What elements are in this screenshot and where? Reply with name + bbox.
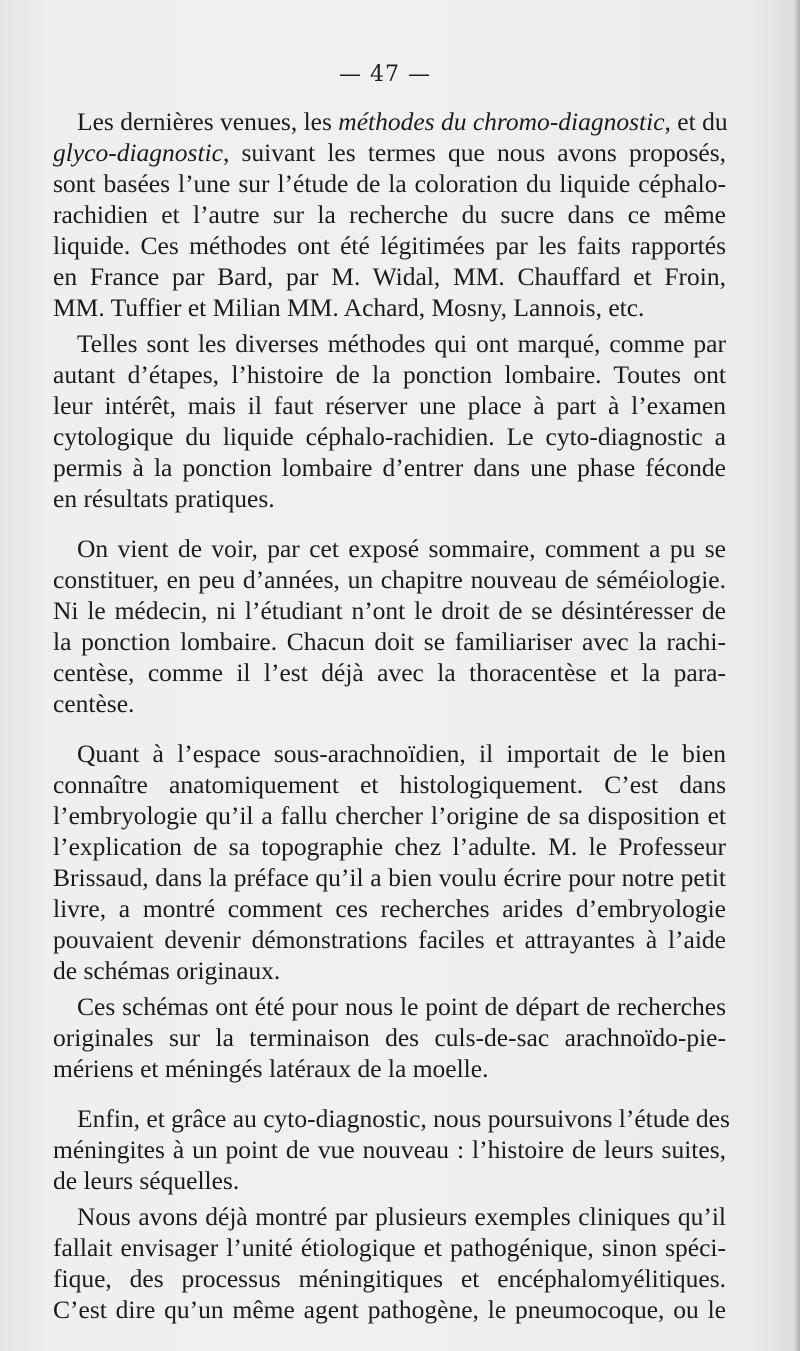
page-number: — 47 — [339, 62, 431, 87]
text-line [53, 657, 726, 688]
text-run: Les dernières venues, les [77, 107, 339, 136]
italic-term: méthodes du chromo-diagnostic [338, 107, 665, 136]
text-line [53, 769, 726, 800]
text-line [53, 1165, 726, 1196]
text-run: en résultats pratiques. [53, 484, 275, 513]
paragraph [53, 1201, 726, 1325]
text-run: sont basées l’une sur l’étude de la coloration du liquide céphalo- [53, 169, 726, 198]
paragraph-gap [53, 1084, 726, 1103]
text-run: Brissaud, dans la préface qu’il a bien voulu écrire pour notre petit [53, 863, 726, 892]
text-run: de leurs séquelles. [53, 1166, 240, 1195]
paragraph [53, 106, 726, 323]
text-line [53, 390, 726, 421]
text-run: constituer, en peu d’années, un chapitre nouveau de séméiologie. [53, 565, 726, 594]
text-run: Quant à l’espace sous-arachnoïdien, il importait de le bien [77, 739, 726, 768]
text-line [53, 626, 726, 657]
text-line [53, 261, 726, 292]
text-line [53, 483, 726, 514]
text-run: connaître anatomiquement et histologiquement. C’est dans [53, 770, 726, 799]
text-run: C’est dire qu’un même agent pathogène, le pneumocoque, ou le [53, 1295, 726, 1324]
text-run: autant d’étapes, l’histoire de la ponction lombaire. Toutes ont [53, 360, 726, 389]
text-run: Ces schémas ont été pour nous le point de départ de recherches [77, 992, 726, 1021]
text-run: rachidien et l’autre sur la recherche du sucre dans ce même [53, 200, 726, 229]
text-line [53, 1134, 726, 1165]
text-line [53, 1201, 726, 1232]
text-line [53, 1232, 726, 1263]
text-line [53, 564, 726, 595]
text-run: liquide. Ces méthodes ont été légitimées par les faits rapportés [53, 231, 726, 260]
text-run: méningites à un point de vue nouveau : l’histoire de leurs suites, [53, 1135, 726, 1164]
text-line [53, 452, 726, 483]
paragraph [53, 1103, 730, 1196]
text-line [53, 230, 726, 261]
text-run: leur intérêt, mais il faut réserver une place à part à l’examen [53, 391, 726, 420]
text-run: en France par Bard, par M. Widal, MM. Chauffard et Froin, [53, 262, 726, 291]
text-run: originales sur la terminaison des culs-de-sac arachnoïdo-pie- [53, 1023, 726, 1052]
text-run: Nous avons déjà montré par plusieurs exemples cliniques qu’il [77, 1202, 726, 1231]
text-line [53, 168, 726, 199]
text-line [53, 533, 726, 564]
text-run: , et du [664, 107, 728, 136]
text-line [53, 137, 726, 168]
paragraph [53, 991, 726, 1084]
paragraph-gap [53, 719, 726, 738]
page-edge-shadow [794, 0, 800, 1351]
text-run: permis à la ponction lombaire d’entrer dans une phase féconde [53, 453, 726, 482]
text-line [53, 800, 726, 831]
text-run: livre, a montré comment ces recherches arides d’embryologie [53, 894, 726, 923]
text-run: Enfin, et grâce au cyto-diagnostic, nous poursuivons l’étude des [77, 1104, 730, 1133]
text-run: l’explication de sa topographie chez l’adulte. M. le Professeur [53, 832, 726, 861]
paragraph [53, 328, 726, 514]
text-run: l’embryologie qu’il a fallu chercher l’origine de sa disposition et [53, 801, 726, 830]
text-line [53, 106, 726, 137]
text-run: cytologique du liquide céphalo-rachidien. Le cyto-diagnostic a [53, 422, 726, 451]
text-run: , suivant les termes que nous avons proposés, [222, 138, 726, 167]
paragraph [53, 533, 726, 719]
text-run: de schémas originaux. [53, 956, 281, 985]
text-line [53, 1053, 726, 1084]
text-line [53, 738, 726, 769]
text-run: On vient de voir, par cet exposé sommaire, comment a pu se [77, 534, 726, 563]
text-line [53, 595, 726, 626]
italic-term: glyco-diagnostic [53, 138, 223, 167]
text-line [53, 199, 726, 230]
text-line [53, 292, 726, 323]
text-run: Ni le médecin, ni l’étudiant n’ont le droit de se désintéresser de [53, 596, 726, 625]
text-line [53, 688, 726, 719]
text-line [53, 1263, 726, 1294]
text-line [53, 924, 726, 955]
text-line [53, 359, 726, 390]
text-run: centèse, comme il l’est déjà avec la thoracentèse et la para- [53, 658, 726, 687]
paragraph [53, 738, 726, 986]
text-line [53, 893, 726, 924]
text-line [53, 991, 726, 1022]
body-text [53, 106, 730, 1325]
text-run: MM. Tuffier et Milian MM. Achard, Mosny, Lannois, etc. [53, 293, 645, 322]
text-line [53, 421, 726, 452]
text-run: mériens et méningés latéraux de la moelle. [53, 1054, 489, 1083]
text-line [53, 1294, 726, 1325]
text-run: fallait envisager l’unité étiologique et pathogénique, sinon spéci- [53, 1233, 726, 1262]
text-line [53, 1103, 730, 1134]
text-run: Telles sont les diverses méthodes qui ont marqué, comme par [77, 329, 726, 358]
paragraph-gap [53, 514, 726, 533]
text-run: pouvaient devenir démonstrations faciles et attrayantes à l’aide [53, 925, 726, 954]
text-run: fique, des processus méningitiques et encéphalomyélitiques. [53, 1264, 726, 1293]
text-line [53, 955, 726, 986]
text-line [53, 1022, 726, 1053]
text-line [53, 862, 726, 893]
text-line [53, 328, 726, 359]
text-run: la ponction lombaire. Chacun doit se familiariser avec la rachi- [53, 627, 726, 656]
text-line [53, 831, 726, 862]
text-run: centèse. [53, 689, 135, 718]
